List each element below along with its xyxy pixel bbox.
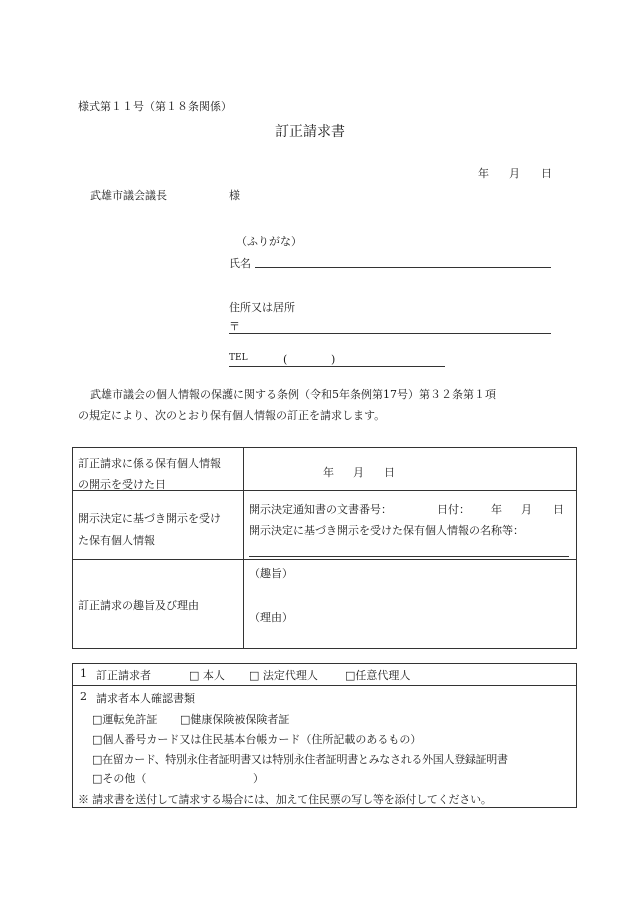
row2-label-line2: た保有個人情報 xyxy=(78,534,155,547)
checkbox-drivers-license[interactable]: □運転免許証 xyxy=(92,713,158,726)
date-month: 月 xyxy=(509,167,520,180)
furigana-label: （ふりがな） xyxy=(236,235,302,248)
table-row-divider-2 xyxy=(72,559,577,560)
name-label: 氏名 xyxy=(229,257,251,270)
requester-row1-number: 1 xyxy=(80,667,87,680)
checkbox-health-insurance[interactable]: □健康保険被保険者証 xyxy=(180,713,290,726)
table-column-divider xyxy=(243,447,244,649)
other-close-paren: ） xyxy=(253,772,264,785)
address-label: 住所又は居所 xyxy=(229,301,295,314)
row2-day: 日 xyxy=(553,503,564,516)
row1-day: 日 xyxy=(384,466,395,479)
name-field[interactable] xyxy=(255,267,551,268)
date-year: 年 xyxy=(478,167,489,180)
date-day: 日 xyxy=(541,167,552,180)
row3-label: 訂正請求の趣旨及び理由 xyxy=(78,599,199,612)
form-number: 様式第１１号（第１８条関係） xyxy=(78,100,232,113)
page-title: 訂正請求書 xyxy=(275,124,345,140)
disclosed-info-name-label: 開示決定に基づき開示を受けた保有個人情報の名称等： xyxy=(249,524,524,537)
checkbox-legal-representative[interactable]: □ 法定代理人 xyxy=(249,669,318,682)
mail-note: ※ 請求書を送付して請求する場合には、加えて住民票の写し等を添付してください。 xyxy=(78,793,492,806)
tel-open-paren: ( xyxy=(283,353,288,366)
checkbox-voluntary-representative[interactable]: □任意代理人 xyxy=(345,669,411,682)
tel-label: TEL xyxy=(229,353,248,363)
row2-date-label: 日付： xyxy=(437,503,470,516)
reason-label: （理由） xyxy=(249,611,293,624)
checkbox-self[interactable]: □ 本人 xyxy=(189,669,225,682)
row1-month: 月 xyxy=(353,466,364,479)
body-text-line2: の規定により、次のとおり保有個人情報の訂正を請求します。 xyxy=(78,409,386,422)
row2-year: 年 xyxy=(491,503,502,516)
doc-number-label: 開示決定通知書の文書番号： xyxy=(249,503,392,516)
tel-field[interactable] xyxy=(229,366,445,367)
row2-label-line1: 開示決定に基づき開示を受け xyxy=(78,512,221,525)
checkbox-other[interactable]: □その他（ xyxy=(92,772,147,785)
tel-close-paren: ) xyxy=(331,353,336,366)
addressee-name: 武雄市議会議長 xyxy=(90,189,167,202)
postal-mark: 〒 xyxy=(229,320,240,333)
checkbox-my-number-card[interactable]: □個人番号カード又は住民基本台帳カード（住所記載のあるもの） xyxy=(92,733,422,746)
requester-row2-number: 2 xyxy=(80,690,87,703)
row2-month: 月 xyxy=(521,503,532,516)
disclosed-info-name-field[interactable] xyxy=(249,556,569,557)
address-field[interactable] xyxy=(229,333,551,334)
purpose-label: （趣旨） xyxy=(249,567,293,580)
requester-box-divider xyxy=(72,685,577,686)
requester-type-label: 訂正請求者 xyxy=(96,669,151,682)
addressee-honorific: 様 xyxy=(229,189,240,202)
body-text-line1: 武雄市議会の個人情報の保護に関する条例（令和5年条例第17号）第３２条第１項 xyxy=(90,388,496,401)
row1-label-line2: の開示を受けた日 xyxy=(78,478,166,491)
row1-label-line1: 訂正請求に係る保有個人情報 xyxy=(78,457,221,470)
id-documents-label: 請求者本人確認書類 xyxy=(96,692,195,705)
checkbox-residence-card[interactable]: □在留カード、特別永住者証明書又は特別永住者証明書とみなされる外国人登録証明書 xyxy=(92,753,508,766)
row1-year: 年 xyxy=(323,466,334,479)
